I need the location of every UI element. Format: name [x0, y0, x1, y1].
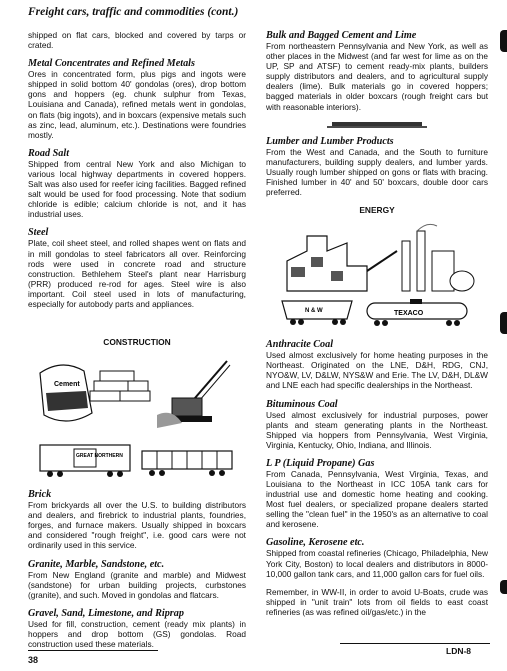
gravel-section: [28, 608, 246, 649]
steel-body: Plate, coil sheet steel, and rolled shapes went on flats and in mill gondolas to steel fabricators all over. Reinforcing rods were used in concrete road and structure construction. Bethlehem Steel's plant near Harrisburg (PRR) produced re-rod for ages. Steel wire is also important. Coil steel used in lots of manufacturing, especially for autobody parts and appliances.: [28, 238, 246, 309]
refinery-icon: [402, 224, 474, 291]
metal-body: Ores in concentrated form, plus pigs and ingots were shipped in solid bottom 40' gondolas (ores), drop bottom gons and hoppers (eg. chunk sulphur from Texas, Louisiana and Canada), refined metals went in gondolas, on flats (big ingots), and in boxcars (expensive metals such as zinc, lead, aluminum, etc.). Destinations were foundries mostly.: [28, 69, 246, 140]
right-column: [266, 30, 488, 625]
construction-illustration: [32, 353, 242, 483]
lp-title: L P (Liquid Propane) Gas: [266, 457, 375, 469]
brick-body: From brickyards all over the U.S. to building distributors and dealers, and firebrick to industrial plants, foundries, forges, and furnace makers. Usually shipped in boxcars and considered "rough freight", i.e. good cars were not ordinarily used in this service.: [28, 500, 246, 551]
coal-breaker-icon: [287, 236, 397, 291]
bulk-body: From northeastern Pennsylvania and New York, as well as other places in the Midwest (and far west for lime as on the UP, SP and ATSF) to cement ready-mix plants, builders supply distributors and dealers, and to agricultural supply dealers (lime). Bulk materials go in covered hoppers; bagged materials in older boxcars (rough freight cars but with reasonable interiors).: [266, 41, 488, 112]
wwii-body: Remember, in WW-II, in order to avoid U-Boats, crude was shipped in "unit train" lots from oil fields to east coast refineries (as was refined oil/gas/etc.) in the: [266, 586, 488, 617]
gravel-title: Gravel, Sand, Limestone, and Riprap: [28, 607, 184, 619]
brick-title: Brick: [28, 489, 52, 501]
anthracite-title: Anthracite Coal: [266, 339, 334, 351]
energy-illustration: [277, 221, 477, 333]
steel-section: [28, 227, 246, 309]
intro-text: shipped on flat cars, blocked and covered by tarps or crated.: [28, 30, 246, 51]
gondola-icon: [142, 451, 232, 476]
energy-heading: ENERGY: [359, 205, 395, 216]
wwii-section: [266, 587, 488, 617]
bituminous-body: Used almost exclusively for industrial purposes, power plants and steam generating plants in the Northeast. Shipped via hoppers from Pennsylvania, West Virginia, Virginia, Kentucky, Ohio, Indiana, and Illinois.: [266, 409, 488, 450]
gravel-body: Used for fill, construction, cement (ready mix plants) in hoppers and drop bottom (GS) gondolas. Road construction used these materials.: [28, 618, 246, 649]
crane-icon: [157, 361, 230, 428]
lumber-load-icon: [332, 122, 422, 126]
granite-body: From New England (granite and marble) and Midwest (sandstone) for urban building projects, curbstones (granite), and such. Moved in gondolas and flatcars.: [28, 569, 246, 600]
construction-heading: CONSTRUCTION: [103, 337, 171, 348]
steel-title: Steel: [28, 227, 49, 239]
binding-mark-icon: [500, 312, 507, 334]
footer-rule-left: [28, 650, 158, 651]
left-column: [28, 30, 246, 657]
lp-section: [266, 458, 488, 530]
tank-car-icon: [367, 299, 467, 326]
boxcar-label: GREAT NORTHERN: [76, 453, 123, 460]
cement-bag-icon: [40, 365, 92, 421]
lumber-body: From the West and Canada, and the South to furniture manufacturers, building supply dealers, and lumber yards. Usually rough lumber shipped on gons or flats with bracing. Finished lumber in 40' and 50' boxcars, double door cars preferred.: [266, 146, 488, 198]
hopper-label: N & W: [305, 308, 323, 315]
bulk-section: [266, 30, 488, 112]
salt-body: Shipped from central New York and also Michigan to various local highway departments in covered hoppers. Salt was also used for reefer icing facilities. Bagged refined salt would be used for food processing. Note that sodium chloride is edible; calcium chloride is not, and it has industrial uses.: [28, 158, 246, 220]
salt-title: Road Salt: [28, 147, 70, 159]
tank-label: TEXACO: [394, 310, 424, 318]
brick-pile-icon: [90, 371, 150, 401]
gasoline-body: Shipped from coastal refineries (Chicago, Philadelphia, New York City, Boston) to local dealers and distributors in 8000-10,000 gallon tank cars, and 11,000 gallon cars for fuel oils.: [266, 548, 488, 579]
bulk-title: Bulk and Bagged Cement and Lime: [266, 30, 417, 41]
granite-section: [28, 559, 246, 600]
brick-section: [28, 489, 246, 550]
metal-section: [28, 58, 246, 140]
bituminous-title: Bituminous Coal: [266, 398, 338, 410]
gasoline-title: Gasoline, Kerosene etc.: [266, 537, 365, 549]
metal-title: Metal Concentrates and Refined Metals: [28, 58, 195, 70]
anthracite-section: [266, 339, 488, 390]
binding-mark-icon: [500, 580, 507, 594]
page-header: Freight cars, traffic and commodities (cont.): [28, 6, 239, 18]
flatcar-lumber-illustration: [322, 120, 432, 130]
bituminous-section: [266, 399, 488, 450]
page-number: 38: [28, 655, 39, 665]
gasoline-section: [266, 537, 488, 578]
lp-body: From Canada, Pennsylvania, West Virginia, Texas, and Louisiana to the Northeast in ICC 105A tank cars for industrial use and domestic home heating and cooking. Most fuel dealers, or specialized propane dealers started selling the "clean fuel" in the 1950's as an alternative to coal and kerosene.: [266, 468, 488, 530]
footer-rule-right: [340, 643, 490, 644]
page-code: LDN-8: [446, 646, 472, 656]
intro-section: [28, 30, 246, 50]
salt-section: [28, 148, 246, 220]
bag-label: Cement: [54, 381, 80, 389]
lumber-title: Lumber and Lumber Products: [266, 135, 394, 147]
granite-title: Granite, Marble, Sandstone, etc.: [28, 558, 165, 570]
hopper-car-icon: [282, 301, 352, 325]
anthracite-body: Used almost exclusively for home heating purposes in the Northeast. Originated on the LNE, D&H, RDG, CNJ, NYO&W, LV, D&LW, NYS&W and Erie. The LV, D&H, DL&W and LNE each had specific dealerships in the Northeast.: [266, 350, 488, 391]
boxcar-icon: [40, 445, 130, 477]
lumber-section: [266, 136, 488, 197]
binding-mark-icon: [500, 30, 507, 52]
